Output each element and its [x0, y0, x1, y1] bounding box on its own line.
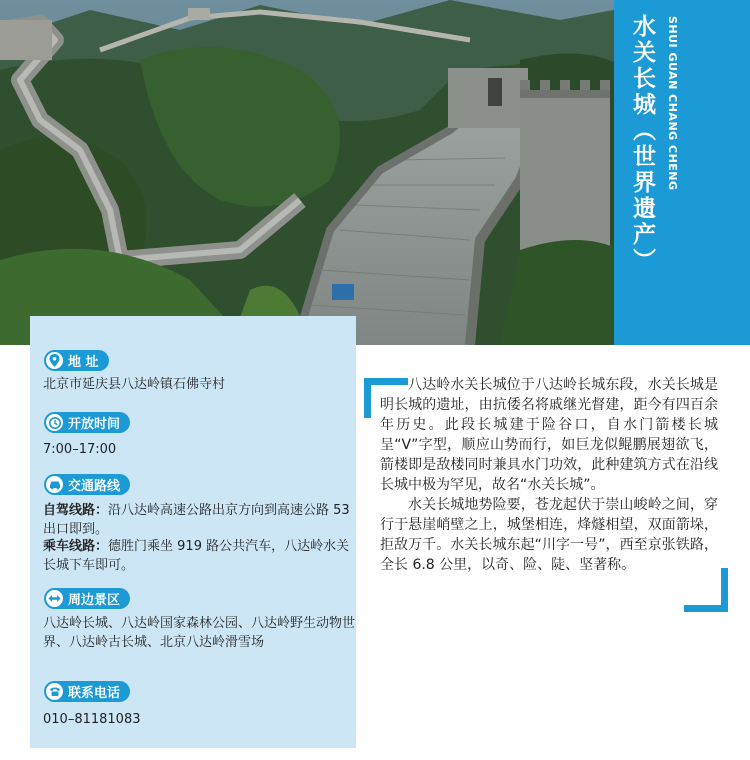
hours-heading: [44, 412, 130, 433]
arrows-icon: [46, 590, 63, 607]
address-heading: [44, 350, 109, 371]
drive-label: 自驾线路：: [43, 503, 109, 518]
description: [380, 375, 718, 575]
car-icon: [46, 476, 63, 493]
phone-icon: [46, 683, 63, 700]
drive-text: 沿八达岭高速公路出京方向到高速公路 53 出口即到。: [43, 503, 350, 537]
nearby-heading: [44, 588, 130, 609]
nearby-heading-label: 周边景区: [68, 593, 121, 608]
transport-heading-label: 交通路线: [68, 479, 121, 494]
phone-heading-label: 联系电话: [68, 686, 121, 701]
transport-heading: [44, 474, 130, 495]
transport-drive: [43, 501, 355, 539]
phone-text: 010–81181083: [43, 712, 141, 727]
description-paragraph: 八达岭水关长城位于八达岭长城东段，水关长城是明长城的遗址，由抗倭名将戚继光督建，距今有四百余年历史。此段长城建于险谷口，自水门箭楼长城呈“V”字型，顺应山势而行，如巨龙似鲲鹏展翅欲飞，箭楼即是敌楼同时兼具水门功效，此种建筑方式在沿线长城中极为罕见，故名“水关长城”。: [380, 377, 718, 493]
page-title-pinyin: SHUI GUAN CHANG CHENG: [666, 16, 679, 191]
phone-heading: [44, 681, 130, 702]
transport-bus: [43, 537, 355, 575]
page-title: 水关长城（世界遗产）: [629, 14, 655, 274]
address-heading-label: 地 址: [68, 355, 99, 370]
bus-text: 德胜门乘坐 919 路公共汽车，八达岭水关长城下车即可。: [43, 539, 350, 573]
clock-icon: [46, 414, 63, 431]
bus-label: 乘车线路：: [43, 539, 109, 554]
location-pin-icon: [46, 352, 63, 369]
hours-text: 7:00–17:00: [43, 442, 117, 457]
description-paragraph: 水关长城地势险要，苍龙起伏于崇山峻岭之间，穿行于悬崖峭壁之上，城堡相连，烽燧相望，双面箭垛，拒敌万千。水关长城东起“川字一号”，西至京张铁路，全长 6.8 公里，以奇、险、陡、坚著称。: [380, 497, 718, 573]
nearby-text: 八达岭长城、八达岭国家森林公园、八达岭野生动物世界、八达岭古长城、北京八达岭滑雪场: [43, 616, 356, 650]
hours-heading-label: 开放时间: [68, 417, 121, 432]
address-text: 北京市延庆县八达岭镇石佛寺村: [43, 377, 226, 392]
